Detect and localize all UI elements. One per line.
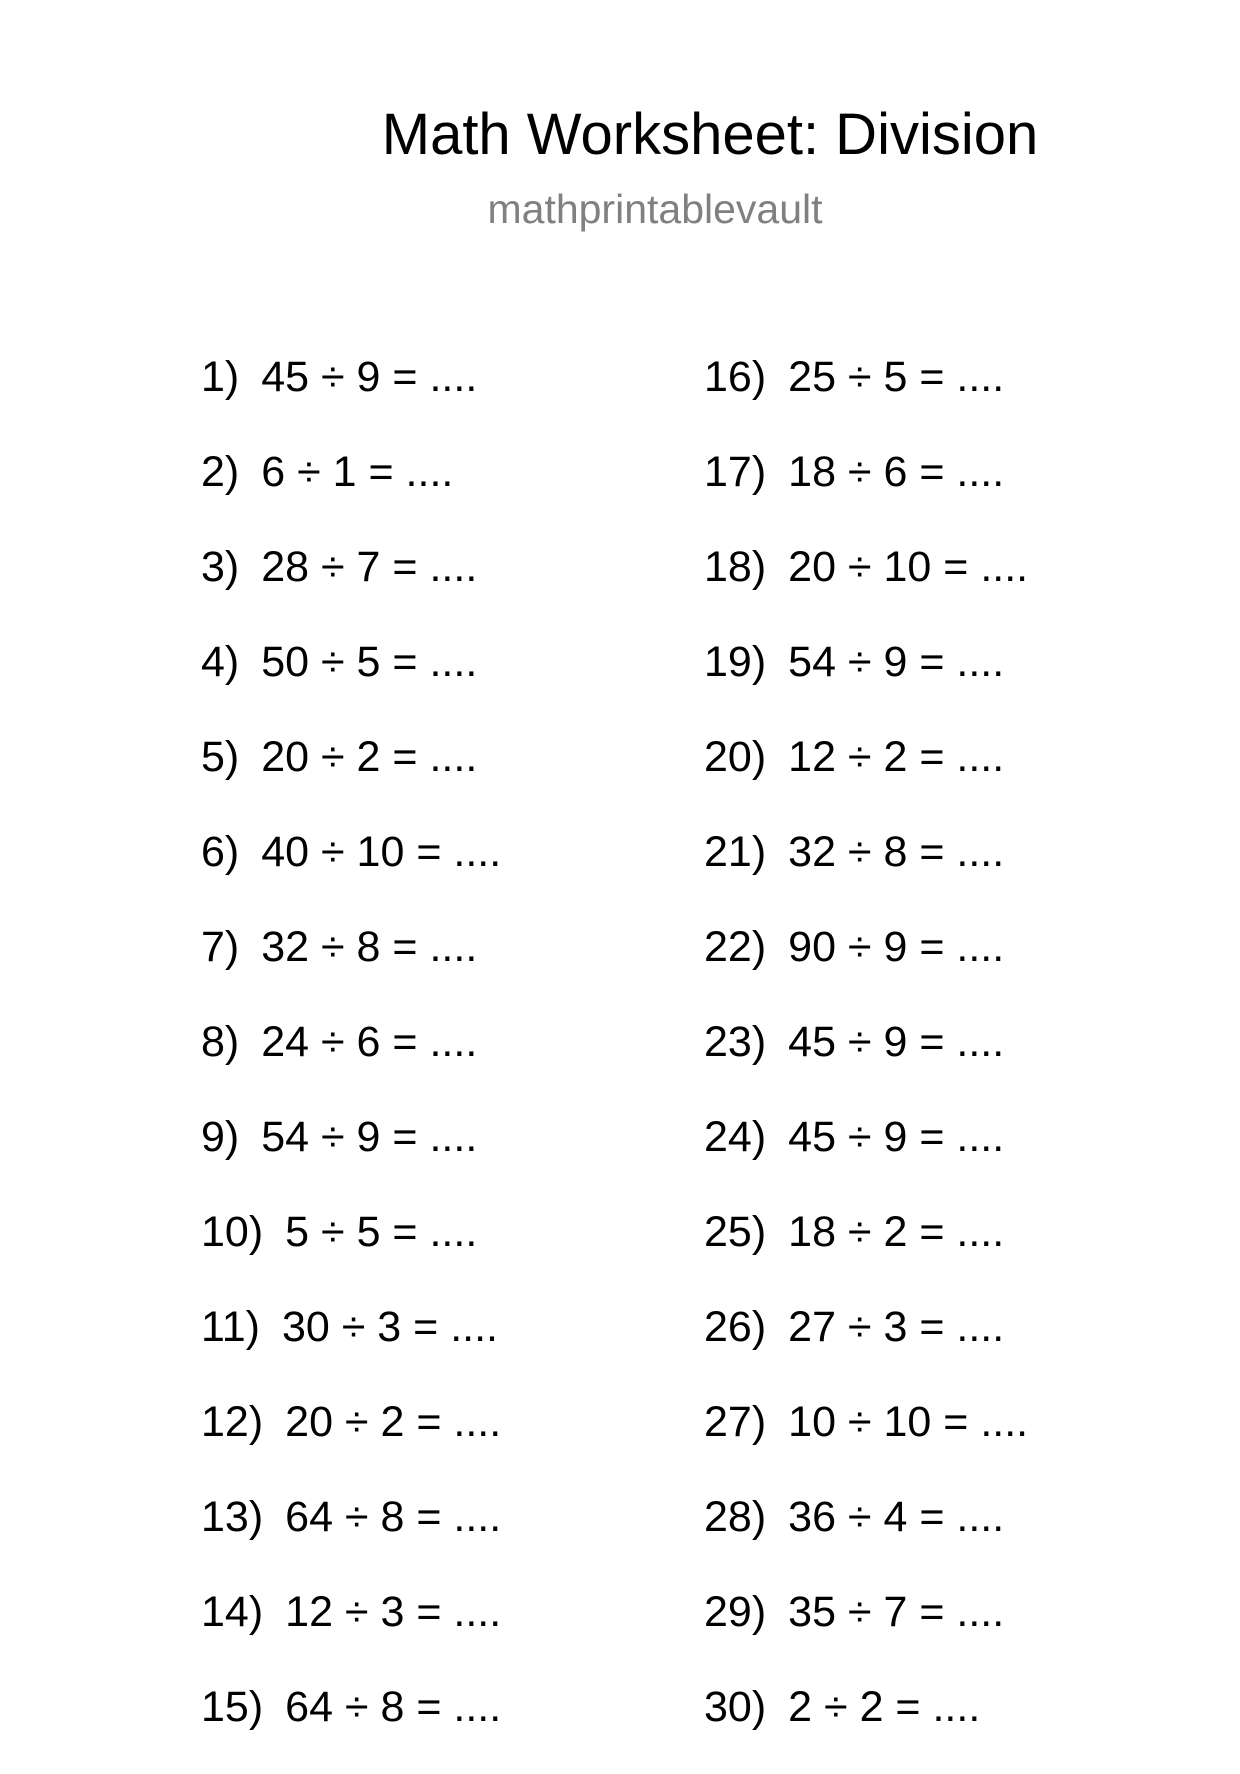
problem-number: 3) [201,543,240,591]
problem-item [704,1489,1028,1584]
problem-item [704,1014,1028,1109]
page-subtitle: mathprintablevault [487,186,823,232]
problem-expression: 5 ÷ 5 = .... [285,1208,478,1256]
problem-expression: 20 ÷ 2 = .... [261,733,478,781]
problem-expression: 90 ÷ 9 = .... [788,923,1005,971]
problem-expression: 45 ÷ 9 = .... [788,1018,1005,1066]
problem-expression: 45 ÷ 9 = .... [788,1113,1005,1161]
problem-item [201,1679,501,1774]
problem-number: 10) [201,1208,264,1256]
problem-item [704,539,1028,634]
problem-number: 11) [201,1303,260,1351]
problem-item [201,349,501,444]
problem-number: 7) [201,923,240,971]
problem-item [201,1299,501,1394]
problem-expression: 40 ÷ 10 = .... [261,828,502,876]
problem-item [201,1204,501,1299]
problem-item [201,824,501,919]
problem-item [704,919,1028,1014]
problem-expression: 27 ÷ 3 = .... [788,1303,1005,1351]
problem-number: 2) [201,448,240,496]
problem-number: 5) [201,733,240,781]
problem-expression: 54 ÷ 9 = .... [788,638,1005,686]
problem-number: 4) [201,638,240,686]
problem-item [704,634,1028,729]
problem-number: 8) [201,1018,240,1066]
problem-number: 9) [201,1113,240,1161]
problem-expression: 18 ÷ 2 = .... [788,1208,1005,1256]
problem-item [704,1679,1028,1774]
problem-number: 1) [201,353,240,401]
problem-expression: 32 ÷ 8 = .... [261,923,478,971]
problem-item [704,1204,1028,1299]
problem-number: 23) [704,1018,767,1066]
problem-expression: 32 ÷ 8 = .... [788,828,1005,876]
problem-item [201,444,501,539]
problem-expression: 35 ÷ 7 = .... [788,1588,1005,1636]
page-title: Math Worksheet: Division [381,102,1039,167]
problem-item [704,1299,1028,1394]
problem-expression: 36 ÷ 4 = .... [788,1493,1005,1541]
problem-item [704,1394,1028,1489]
problem-expression: 30 ÷ 3 = .... [281,1303,498,1351]
problem-item [201,539,501,634]
problem-item [704,824,1028,919]
problem-item [704,729,1028,824]
problem-number: 15) [201,1683,264,1731]
problem-number: 27) [704,1398,767,1446]
problem-expression: 64 ÷ 8 = .... [285,1493,502,1541]
problem-expression: 54 ÷ 9 = .... [261,1113,478,1161]
problem-number: 19) [704,638,767,686]
problem-expression: 18 ÷ 6 = .... [788,448,1005,496]
problem-item [201,919,501,1014]
problem-expression: 10 ÷ 10 = .... [788,1398,1029,1446]
problem-expression: 2 ÷ 2 = .... [788,1683,981,1731]
problem-expression: 25 ÷ 5 = .... [788,353,1005,401]
problem-expression: 50 ÷ 5 = .... [261,638,478,686]
problem-expression: 6 ÷ 1 = .... [261,448,454,496]
problem-item [201,1489,501,1584]
problem-expression: 24 ÷ 6 = .... [261,1018,478,1066]
problem-expression: 45 ÷ 9 = .... [261,353,478,401]
problems-column-left [201,349,501,1774]
problem-number: 29) [704,1588,767,1636]
problem-item [201,1014,501,1109]
problem-number: 14) [201,1588,264,1636]
problem-number: 24) [704,1113,767,1161]
problem-item [201,1109,501,1204]
problem-number: 12) [201,1398,264,1446]
problem-number: 16) [704,353,767,401]
problem-expression: 28 ÷ 7 = .... [261,543,478,591]
problem-item [704,1584,1028,1679]
problem-item [201,634,501,729]
problem-item [201,1584,501,1679]
problem-number: 28) [704,1493,767,1541]
problem-number: 17) [704,448,767,496]
problem-item [201,1394,501,1489]
problems-column-right [704,349,1028,1774]
problem-expression: 20 ÷ 2 = .... [285,1398,502,1446]
problem-number: 18) [704,543,767,591]
problem-item [704,1109,1028,1204]
problem-expression: 20 ÷ 10 = .... [788,543,1029,591]
problem-number: 21) [704,828,767,876]
problem-number: 22) [704,923,767,971]
problem-expression: 12 ÷ 2 = .... [788,733,1005,781]
problem-number: 30) [704,1683,767,1731]
problem-item [201,729,501,824]
problem-item [704,349,1028,444]
problem-number: 20) [704,733,767,781]
problem-expression: 64 ÷ 8 = .... [285,1683,502,1731]
problem-number: 6) [201,828,240,876]
problem-number: 26) [704,1303,767,1351]
problem-item [704,444,1028,539]
problem-number: 25) [704,1208,767,1256]
problem-expression: 12 ÷ 3 = .... [285,1588,502,1636]
problem-number: 13) [201,1493,264,1541]
